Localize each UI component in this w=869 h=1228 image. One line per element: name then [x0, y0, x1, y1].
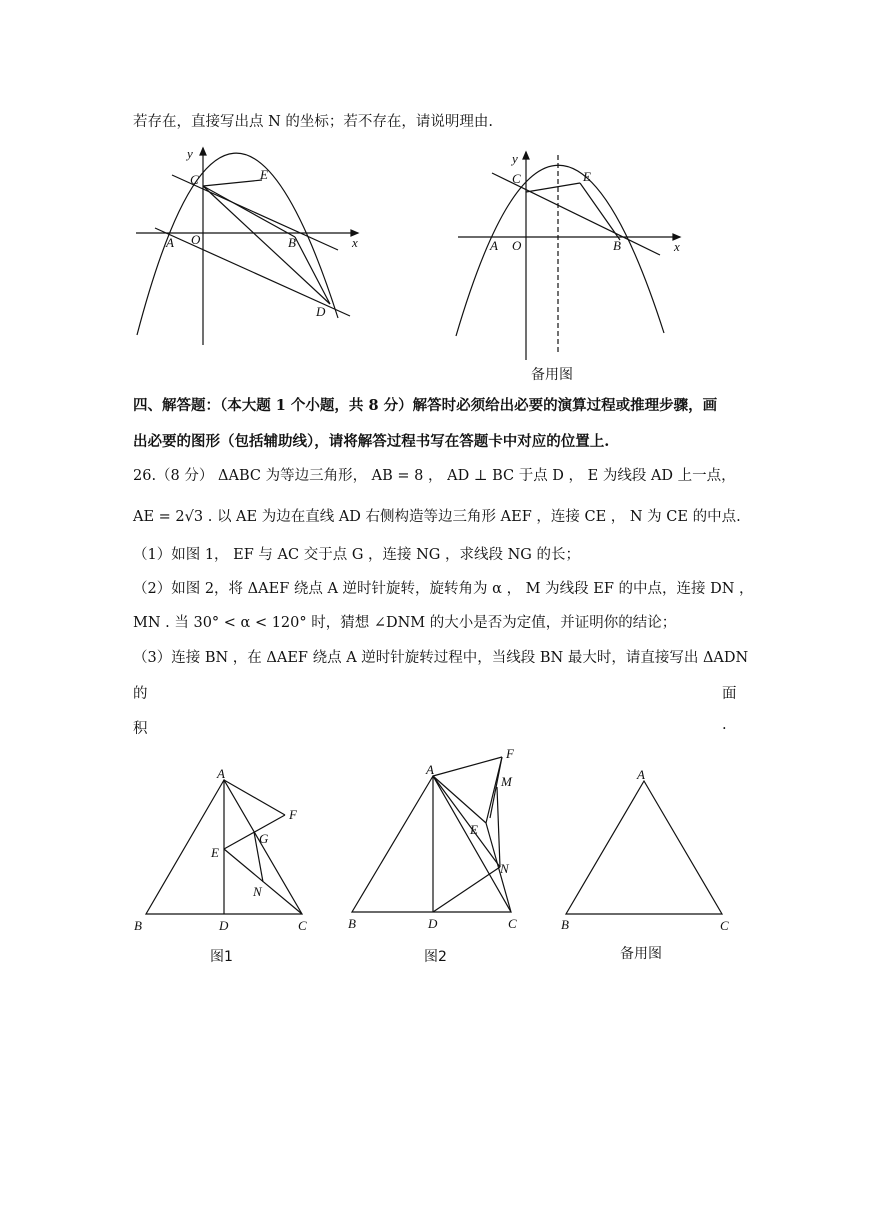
q26-part3-ji: 积	[133, 721, 148, 737]
parabola-graph-2	[450, 140, 690, 380]
fig1-point-G: G	[259, 831, 269, 846]
graph1-y-label: y	[187, 146, 193, 161]
fig3-point-C: C	[720, 918, 729, 933]
section-header-line1: 四、解答题：（本大题 1 个小题，共 8 分）解答时必须给出必要的演算过程或推理步骤，画	[133, 397, 718, 414]
previous-question-tail: 若存在，直接写出点 N 的坐标；若不存在，请说明理由.	[133, 114, 494, 130]
graph1-point-B: B	[288, 235, 296, 250]
q26-part3-de: 的	[133, 686, 148, 702]
fig1-point-E: E	[211, 845, 219, 860]
fig2-point-M: M	[501, 774, 512, 789]
fig3-caption: 备用图	[620, 946, 662, 962]
graph1-point-D: D	[316, 304, 326, 319]
fig3-point-A: A	[637, 767, 645, 782]
fig3-point-B: B	[561, 917, 569, 932]
fig1-point-A: A	[217, 766, 225, 781]
q26-part3-line1: （3）连接 BN ，在 ΔAEF 绕点 A 逆时针旋转过程中，当线段 BN 最大时，请直接写出 ΔADN	[133, 650, 749, 666]
graph2-point-B: B	[613, 238, 621, 253]
q26-line2: AE = 2√3 . 以 AE 为边在直线 AD 右侧构造等边三角形 AEF ，连接 CE ， N 为 CE 的中点.	[133, 509, 741, 525]
fig2-point-E: E	[470, 822, 478, 837]
fig1-point-D: D	[219, 918, 229, 933]
graph2-caption: 备用图	[531, 367, 573, 383]
graph1-x-label: x	[352, 235, 358, 250]
fig1-point-F: F	[289, 807, 297, 822]
section-header-line2: 出必要的图形（包括辅助线），请将解答过程书写在答题卡中对应的位置上.	[133, 433, 610, 450]
graph2-y-label: y	[512, 151, 518, 166]
fig2-point-A: A	[426, 762, 434, 777]
fig1-caption: 图1	[210, 949, 233, 965]
fig1-point-C: C	[298, 918, 307, 933]
q26-line1: 26.（8 分） ΔABC 为等边三角形， AB = 8 ， AD ⊥ BC 于点 D ， E 为线段 AD 上一点，	[133, 468, 736, 484]
graph2-point-O: O	[512, 238, 522, 253]
graph2-point-E: E	[583, 169, 591, 184]
graph2-point-A: A	[490, 238, 498, 253]
q26-part3-mian: 面	[722, 686, 737, 702]
fig2-point-F: F	[506, 746, 514, 761]
graph2-x-label: x	[674, 239, 680, 254]
fig2-point-C: C	[508, 916, 517, 931]
fig2-caption: 图2	[424, 949, 447, 965]
fig1-point-B: B	[134, 918, 142, 933]
q26-part2-line1: （2）如图 2，将 ΔAEF 绕点 A 逆时针旋转，旋转角为 α ， M 为线段 EF 的中点，连接 DN ，	[133, 581, 754, 597]
fig2-point-N: N	[500, 861, 509, 876]
q26-part1: （1）如图 1， EF 与 AC 交于点 G ，连接 NG ，求线段 NG 的长；	[133, 547, 580, 563]
figure-2	[340, 740, 540, 940]
figure-3-spare	[555, 760, 745, 940]
q26-part3-dot: .	[722, 717, 727, 733]
fig2-point-B: B	[348, 916, 356, 931]
fig1-point-N: N	[253, 884, 262, 899]
q26-part2-line2: MN . 当 30° < α < 120° 时，猜想 ∠DNM 的大小是否为定值，并证明你的结论；	[133, 615, 677, 631]
graph2-point-C: C	[512, 171, 521, 186]
graph1-point-C: C	[190, 172, 199, 187]
graph1-point-O: O	[191, 232, 201, 247]
figure-1	[128, 760, 328, 940]
graph1-point-E: E	[260, 167, 268, 182]
parabola-graph-1	[128, 140, 368, 350]
fig2-point-D: D	[428, 916, 438, 931]
graph1-point-A: A	[166, 235, 174, 250]
